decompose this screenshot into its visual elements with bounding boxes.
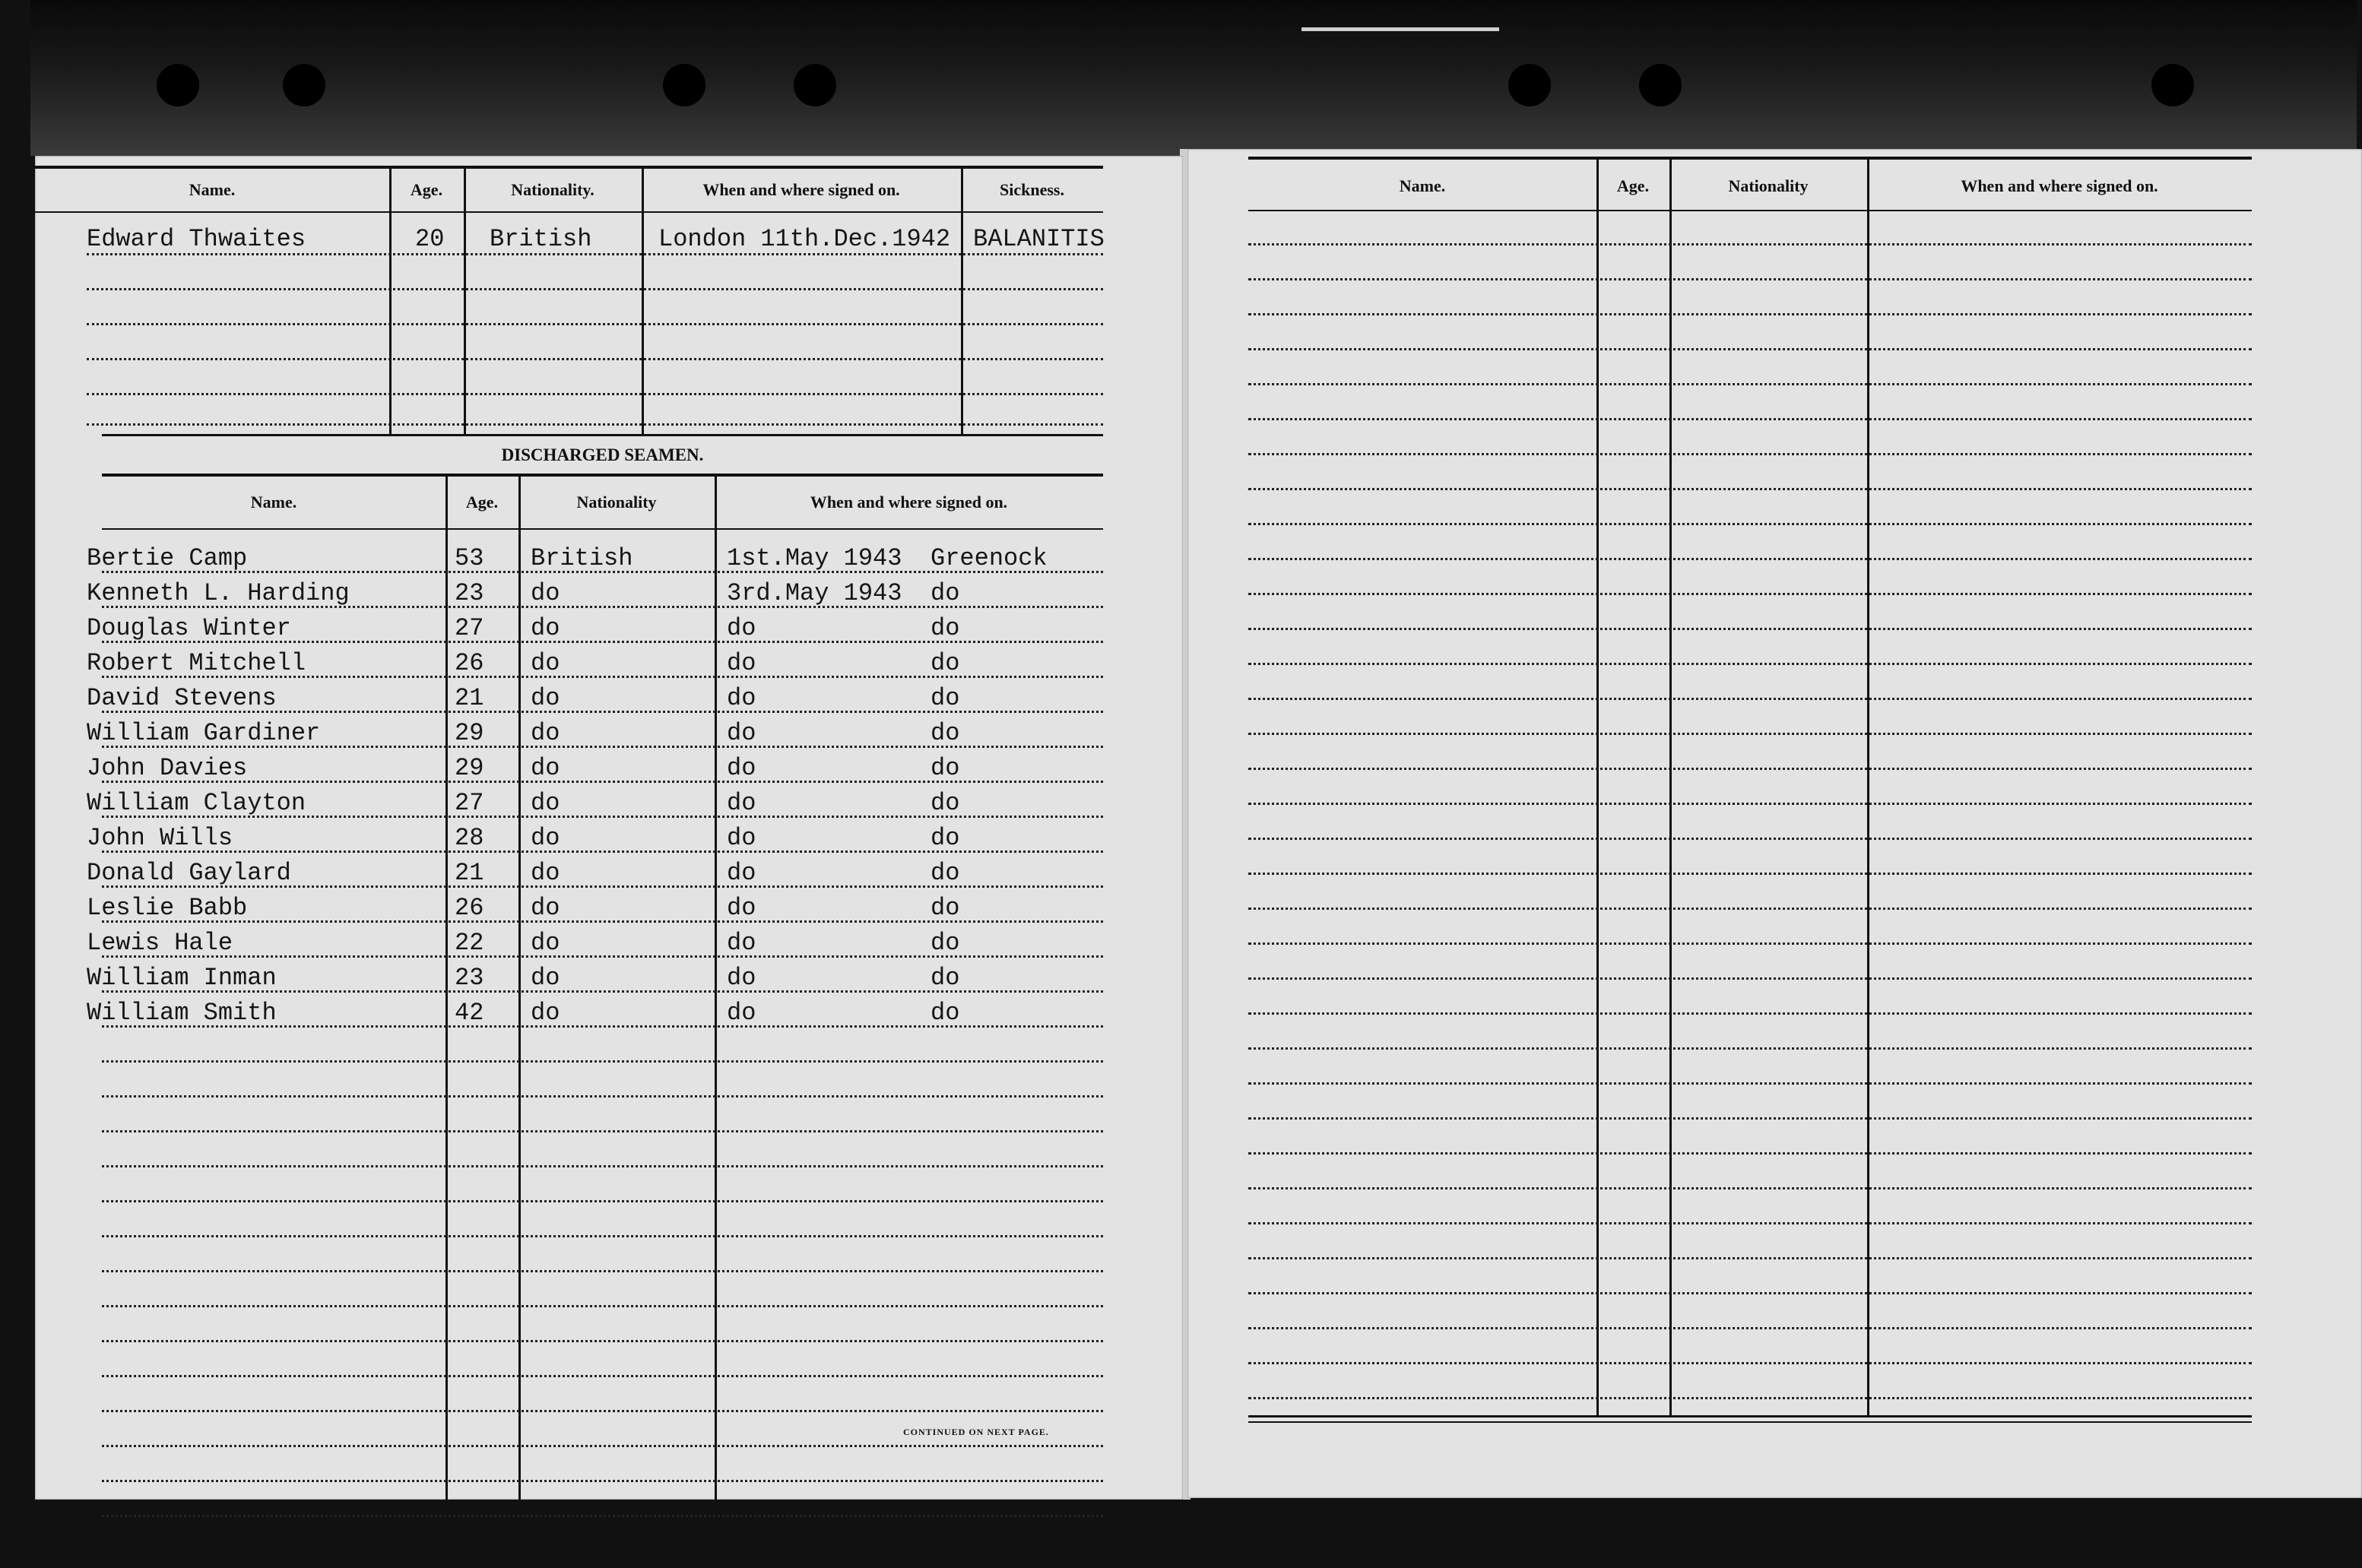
- signed-on-date: do: [727, 719, 756, 747]
- seaman-nationality: British: [531, 544, 633, 572]
- dotted-line: [102, 1025, 1103, 1028]
- signed-on-place: do: [931, 684, 960, 712]
- seaman-signed-on: London 11th.Dec.1942: [658, 225, 951, 253]
- right-bottom-rule-2: [1248, 1421, 2252, 1423]
- header-signed-on: When and where signed on.: [810, 493, 1008, 512]
- dotted-line: [1248, 977, 2252, 980]
- dotted-line: [1248, 383, 2252, 385]
- signed-on-date: do: [727, 684, 756, 712]
- seaman-age: 28: [455, 824, 484, 852]
- right-page: [1187, 149, 2362, 1498]
- dotted-line: [102, 851, 1103, 853]
- punch-hole: [2151, 64, 2194, 106]
- seaman-name: Douglas Winter: [87, 614, 291, 642]
- header-name: Name.: [1399, 176, 1446, 195]
- dotted-line: [102, 1410, 1103, 1412]
- dotted-line: [102, 746, 1103, 748]
- dotted-line: [102, 606, 1103, 608]
- dotted-line: [1248, 593, 2252, 595]
- dotted-line: [102, 1305, 1103, 1307]
- seaman-age: 42: [455, 999, 484, 1027]
- signed-on-place: do: [931, 824, 960, 852]
- dotted-line: [1248, 663, 2252, 665]
- bottom-rule: [102, 1563, 1103, 1566]
- dotted-line: [87, 253, 1103, 255]
- dotted-line: [1248, 698, 2252, 700]
- dotted-line: [102, 1060, 1103, 1063]
- dotted-line: [1248, 1187, 2252, 1189]
- signed-on-date: do: [727, 649, 756, 677]
- dotted-line: [1248, 768, 2252, 770]
- dotted-line: [87, 323, 1103, 325]
- dotted-line: [1248, 838, 2252, 840]
- seaman-nationality: do: [531, 824, 560, 852]
- seaman-nationality: do: [531, 964, 560, 992]
- dotted-line: [102, 1130, 1103, 1132]
- dotted-line: [1248, 908, 2252, 910]
- seaman-age: 53: [455, 544, 484, 572]
- seaman-name: John Wills: [87, 824, 233, 852]
- dotted-line: [1248, 628, 2252, 630]
- seaman-age: 23: [455, 579, 484, 607]
- seaman-name: John Davies: [87, 754, 248, 782]
- dotted-line: [102, 1095, 1103, 1098]
- dotted-line: [102, 781, 1103, 783]
- seaman-nationality: do: [531, 859, 560, 887]
- dotted-line: [102, 920, 1103, 923]
- section-rule: [102, 434, 1103, 436]
- seaman-age: 20: [415, 225, 445, 253]
- seaman-name: Kenneth L. Harding: [87, 579, 350, 607]
- dotted-line: [1248, 1397, 2252, 1399]
- dotted-line: [1248, 942, 2252, 945]
- header-signed-on: When and where signed on.: [702, 180, 900, 199]
- signed-on-place: do: [931, 719, 960, 747]
- dotted-line: [102, 1480, 1103, 1482]
- seaman-age: 29: [455, 719, 484, 747]
- signed-on-date: 1st.May 1943: [727, 544, 902, 572]
- dotted-line: [1248, 1222, 2252, 1224]
- dotted-line: [1248, 453, 2252, 455]
- column-divider: [1669, 157, 1672, 1415]
- dotted-line: [102, 1375, 1103, 1377]
- dotted-line: [102, 816, 1103, 818]
- seaman-sickness: BALANITIS: [973, 225, 1105, 253]
- signed-on-date: do: [727, 614, 756, 642]
- signed-on-place: do: [931, 929, 960, 957]
- punch-hole: [283, 64, 325, 106]
- signed-on-place: do: [931, 649, 960, 677]
- dotted-line: [1248, 1362, 2252, 1364]
- column-divider: [1596, 157, 1599, 1415]
- signed-on-date: do: [727, 964, 756, 992]
- seaman-name: Lewis Hale: [87, 929, 233, 957]
- dotted-line: [102, 1515, 1103, 1517]
- dotted-line: [102, 711, 1103, 713]
- header-age: Age.: [410, 180, 443, 199]
- dotted-line: [1248, 1152, 2252, 1155]
- signed-on-place: do: [931, 964, 960, 992]
- signed-on-date: 3rd.May 1943: [727, 579, 902, 607]
- dotted-line: [1248, 1257, 2252, 1259]
- dotted-line: [1248, 278, 2252, 280]
- seaman-nationality: British: [490, 225, 592, 253]
- right-bottom-rule: [1248, 1415, 2252, 1418]
- seaman-nationality: do: [531, 999, 560, 1027]
- seaman-name: William Smith: [87, 999, 277, 1027]
- seaman-age: 21: [455, 684, 484, 712]
- signed-on-date: do: [727, 754, 756, 782]
- dotted-line: [102, 1200, 1103, 1202]
- dotted-line: [87, 423, 1103, 426]
- dotted-line: [87, 393, 1103, 395]
- discharged-header-rule: [102, 528, 1103, 530]
- header-name: Name.: [189, 180, 236, 199]
- seaman-nationality: do: [531, 719, 560, 747]
- column-divider: [518, 474, 521, 1568]
- seaman-nationality: do: [531, 929, 560, 957]
- header-sickness: Sickness.: [1000, 180, 1064, 199]
- seaman-name: Bertie Camp: [87, 544, 248, 572]
- punch-hole: [794, 64, 836, 106]
- punch-hole: [157, 64, 199, 106]
- dotted-line: [87, 288, 1103, 290]
- seaman-name: Robert Mitchell: [87, 649, 306, 677]
- dotted-line: [1248, 873, 2252, 875]
- signed-on-place: do: [931, 614, 960, 642]
- signed-on-place: do: [931, 859, 960, 887]
- dotted-line: [102, 1445, 1103, 1447]
- dotted-line: [102, 1340, 1103, 1342]
- seaman-nationality: do: [531, 579, 560, 607]
- seaman-nationality: do: [531, 614, 560, 642]
- continued-note: CONTINUED ON NEXT PAGE.: [903, 1427, 1049, 1437]
- header-age: Age.: [465, 493, 499, 512]
- seaman-age: 27: [455, 614, 484, 642]
- dotted-line: [102, 990, 1103, 993]
- column-divider: [445, 474, 448, 1568]
- punch-hole: [663, 64, 705, 106]
- seaman-age: 21: [455, 859, 484, 887]
- dotted-line: [102, 1270, 1103, 1272]
- dotted-line: [1248, 733, 2252, 735]
- dotted-line: [102, 885, 1103, 888]
- dotted-line: [1248, 1292, 2252, 1294]
- dotted-line: [1248, 1117, 2252, 1120]
- top-table-top-rule: [35, 166, 1103, 169]
- seaman-age: 29: [455, 754, 484, 782]
- signed-on-date: do: [727, 929, 756, 957]
- header-nationality: Nationality: [576, 493, 657, 512]
- signed-on-place: Greenock: [931, 544, 1048, 572]
- dotted-line: [1248, 1012, 2252, 1015]
- right-header-rule: [1248, 210, 2252, 211]
- top-table-header-rule: [35, 211, 1103, 213]
- column-divider: [715, 474, 717, 1568]
- seaman-name: David Stevens: [87, 684, 277, 712]
- signed-on-place: do: [931, 894, 960, 922]
- dotted-line: [102, 641, 1103, 643]
- header-age: Age.: [1616, 176, 1650, 195]
- signed-on-date: do: [727, 859, 756, 887]
- header-name: Name.: [250, 493, 297, 512]
- dotted-line: [102, 1235, 1103, 1237]
- dotted-line: [87, 358, 1103, 360]
- seaman-name: Leslie Babb: [87, 894, 248, 922]
- dotted-line: [1248, 348, 2252, 350]
- dotted-line: [1248, 803, 2252, 805]
- paper-edge: [1301, 27, 1499, 31]
- seaman-name: William Gardiner: [87, 719, 321, 747]
- seaman-nationality: do: [531, 789, 560, 817]
- signed-on-date: do: [727, 789, 756, 817]
- punch-hole: [1639, 64, 1682, 106]
- dotted-line: [1248, 523, 2252, 525]
- header-nationality: Nationality.: [511, 180, 594, 199]
- dotted-line: [1248, 418, 2252, 420]
- seaman-nationality: do: [531, 649, 560, 677]
- dotted-line: [1248, 1047, 2252, 1050]
- dotted-line: [1248, 313, 2252, 315]
- seaman-nationality: do: [531, 754, 560, 782]
- seaman-age: 26: [455, 894, 484, 922]
- seaman-name: Edward Thwaites: [87, 225, 306, 253]
- signed-on-place: do: [931, 999, 960, 1027]
- punch-hole: [1508, 64, 1551, 106]
- seaman-age: 26: [455, 649, 484, 677]
- seaman-nationality: do: [531, 894, 560, 922]
- seaman-age: 27: [455, 789, 484, 817]
- right-top-rule: [1248, 157, 2252, 160]
- dotted-line: [102, 571, 1103, 573]
- header-nationality: Nationality: [1728, 176, 1809, 195]
- seaman-name: William Clayton: [87, 789, 306, 817]
- signed-on-date: do: [727, 999, 756, 1027]
- dotted-line: [1248, 558, 2252, 560]
- scanner-backdrop: [30, 0, 2357, 156]
- signed-on-place: do: [931, 579, 960, 607]
- dotted-line: [1248, 1082, 2252, 1085]
- dotted-line: [102, 676, 1103, 678]
- signed-on-place: do: [931, 754, 960, 782]
- section-title: DISCHARGED SEAMEN.: [501, 445, 704, 464]
- column-divider: [1867, 157, 1869, 1415]
- dotted-line: [102, 1165, 1103, 1167]
- discharged-top-rule: [102, 474, 1103, 477]
- signed-on-date: do: [727, 824, 756, 852]
- seaman-age: 22: [455, 929, 484, 957]
- left-page: [35, 156, 1183, 1500]
- signed-on-date: do: [727, 894, 756, 922]
- seaman-nationality: do: [531, 684, 560, 712]
- seaman-age: 23: [455, 964, 484, 992]
- dotted-line: [1248, 1327, 2252, 1329]
- dotted-line: [102, 955, 1103, 958]
- dotted-line: [1248, 243, 2252, 245]
- signed-on-place: do: [931, 789, 960, 817]
- dotted-line: [1248, 488, 2252, 490]
- seaman-name: Donald Gaylard: [87, 859, 291, 887]
- seaman-name: William Inman: [87, 964, 277, 992]
- header-signed-on: When and where signed on.: [1961, 176, 2158, 195]
